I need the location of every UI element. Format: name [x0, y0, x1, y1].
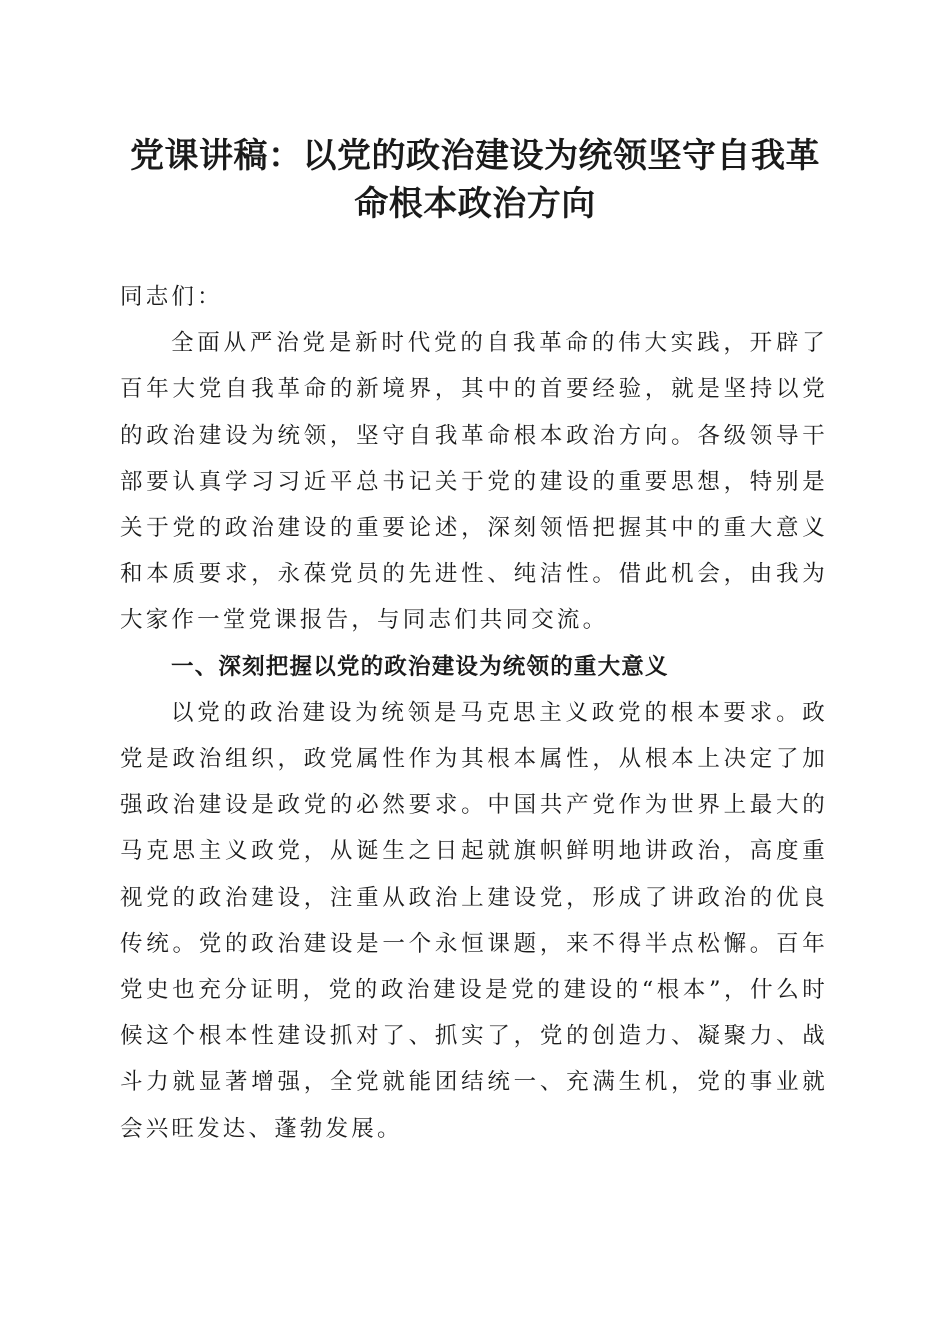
- section-heading-1: 一、深刻把握以党的政治建设为统领的重大意义: [171, 653, 669, 680]
- document-body: [120, 274, 828, 1152]
- title-line-2: 命根本政治方向: [354, 184, 596, 224]
- title-line-1: 党课讲稿：以党的政治建设为统领坚守自我革: [130, 136, 820, 176]
- salutation: 同志们：: [120, 284, 223, 310]
- paragraph-section-1: 以党的政治建设为统领是马克思主义政党的根本要求。政党是政治组织，政党属性作为其根本属性，从根本上决定了加强政治建设是政党的必然要求。中国共产党作为世界上最大的马克思主义政党，从诞生之日起就旗帜鲜明地讲政治，高度重视党的政治建设，注重从政治上建设党，形成了讲政治的优良传统。党的政治建设是一个永恒课题，来不得半点松懈。百年党史也充分证明，党的政治建设是党的建设的“根本”，什么时候这个根本性建设抓对了、抓实了，党的创造力、凝聚力、战斗力就显著增强，全党就能团结统一、充满生机，党的事业就会兴旺发达、蓬勃发展。: [120, 699, 828, 1142]
- paragraph-intro: 全面从严治党是新时代党的自我革命的伟大实践，开辟了百年大党自我革命的新境界，其中的首要经验，就是坚持以党的政治建设为统领，坚守自我革命根本政治方向。各级领导干部要认真学习习近平总书记关于党的建设的重要思想，特别是关于党的政治建设的重要论述，深刻领悟把握其中的重大意义和本质要求，永葆党员的先进性、纯洁性。借此机会，由我为大家作一堂党课报告，与同志们共同交流。: [120, 330, 828, 634]
- document-title: [110, 132, 840, 228]
